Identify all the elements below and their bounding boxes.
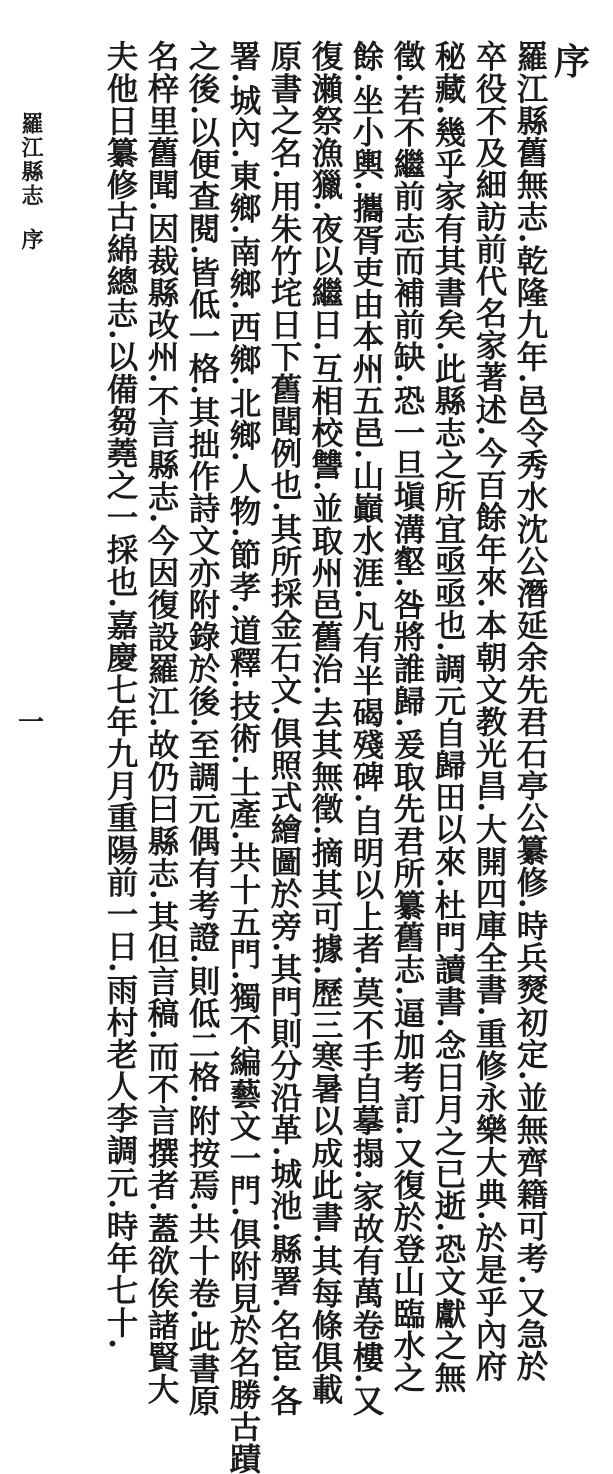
page-title: 序 (553, 41, 590, 83)
text-column: 署.城內.東鄉.南鄉.西鄉.北鄉.人物.節孝.道釋.技術.土產.共十五門.獨不編藝文一門.俱附見於名勝古蹟 (225, 40, 262, 1474)
text-column: 原書之名.用朱竹垞日下舊聞例也.其所採金石文.俱照式繪圖於旁.其門則分沿革.城池.縣署.名宦.各 (266, 40, 303, 1417)
text-column: 羅江縣舊無志.乾隆九年.邑令秀水沈公潛延余先君石亭公纂修.時兵燹初定.並無齊籍可考.又急於 (512, 40, 549, 1382)
margin-section-label: 序 (18, 228, 44, 250)
text-column: 秘藏.幾乎家有其書矣.此縣志之所宜亟亟也.調元自歸田以來.杜門讀書.念日月之已逝.恐文獻之無 (430, 40, 467, 1394)
text-column: 復瀨祭漁獵.夜以繼日.互相校讐.並取州邑舊治.去其無徵.摘其可據.歷三寒暑以成此書.其每條俱載 (307, 40, 344, 1405)
text-column: 夫他日纂修古綿總志.以備芻蕘之一採也.嘉慶七年九月重陽前一日.雨村老人李調元.時年七十. (102, 40, 139, 1350)
page-number: 一 (17, 708, 44, 738)
text-column: 名梓里舊聞.因裁縣改州.不言縣志.今因復設羅江.故仍曰縣志.其但言稿.而不言撰者.蓋欲俟諸賢大 (143, 40, 180, 1405)
text-column: 徵.若不繼前志而補前缺.恐一旦塡溝壑.咎將誰歸.爰取先君所纂舊志.逼加考訂.又復於登山臨水之 (389, 40, 426, 1394)
text-column: 餘.坐小輿.攜胥吏由本州五邑.山巓水涯.凡有半碣殘碑.自明以上者.莫不手自摹搨.家故有萬卷樓.又 (348, 40, 385, 1417)
preface-text (100, 40, 551, 1474)
text-column: 之後.以便查閱.皆低一格.其拙作詩文亦附錄於後.至調元偶有考證.則低二格.附按焉.共十卷.此書原 (184, 40, 221, 1417)
margin-book-title: 羅江縣志 (18, 112, 44, 208)
text-column: 卒役不及細訪前代名家著述.今百餘年來.本朝文教光昌.大開四庫全書.重修永樂大典.於是乎內府 (471, 40, 508, 1382)
